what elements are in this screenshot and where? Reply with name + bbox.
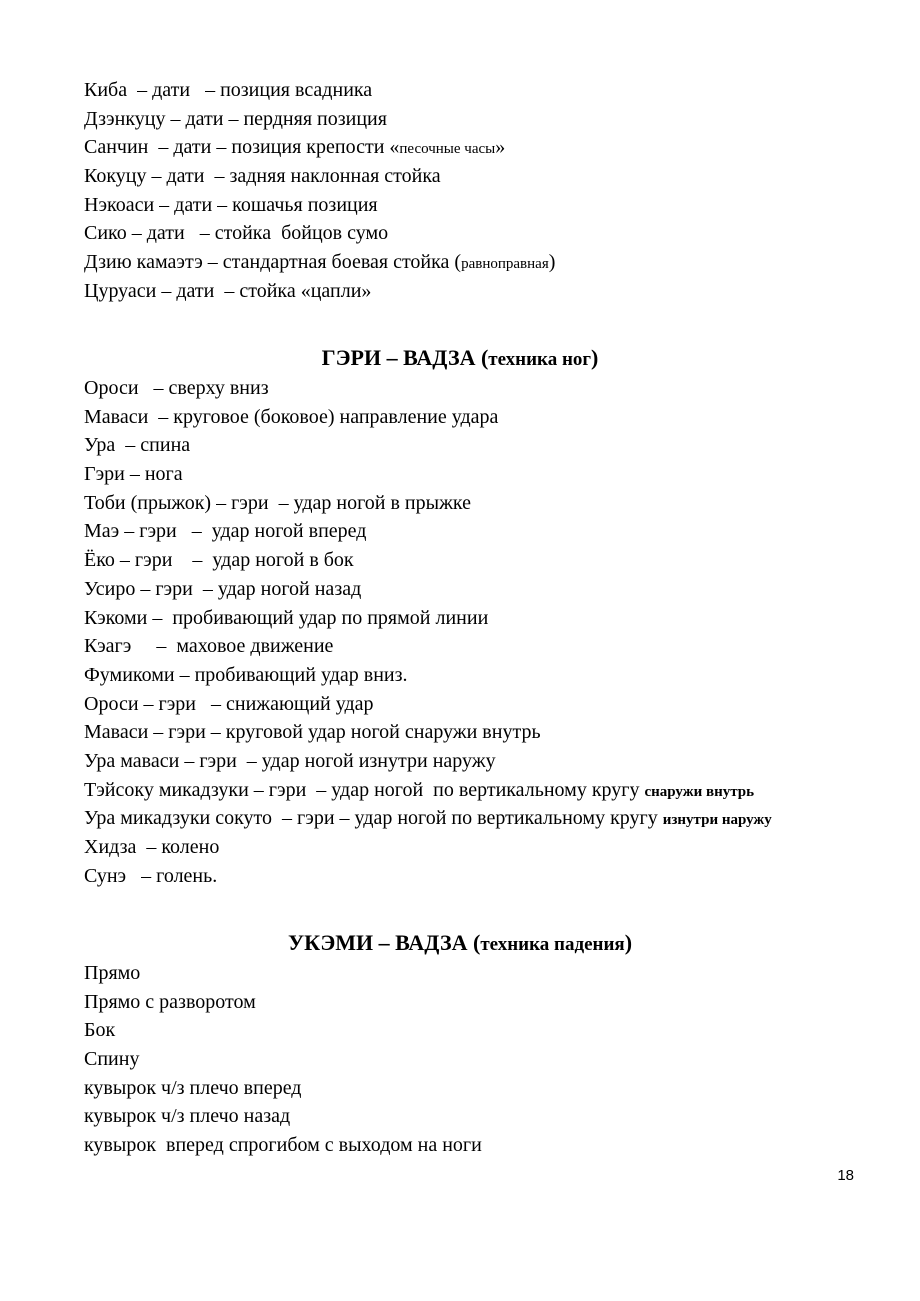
list-item: Сунэ – голень. bbox=[84, 864, 218, 887]
list-item: Ороси – гэри – снижающий удар bbox=[84, 692, 374, 715]
list-item: Маваси – гэри – круговой удар ногой снаружи внутрь bbox=[84, 721, 541, 744]
list-item: Прямо с разворотом bbox=[84, 990, 256, 1013]
list-item: Фумикоми – пробивающий удар вниз. bbox=[84, 663, 408, 686]
list-item: Гэри – нога bbox=[84, 463, 183, 486]
list-item: кувырок вперед спрогибом с выходом на ноги bbox=[84, 1134, 482, 1157]
list-item: Санчин – дати – позиция крепости «песочные часы» bbox=[84, 136, 506, 159]
list-item: Ёко – гэри – удар ногой в бок bbox=[84, 549, 354, 572]
list-item: Дзию камаэтэ – стандартная боевая стойка (равноправная) bbox=[84, 251, 556, 274]
list-item: кувырок ч/з плечо назад bbox=[84, 1105, 291, 1128]
ukemi-list bbox=[84, 959, 874, 1160]
list-item: Кэкоми – пробивающий удар по прямой линии bbox=[84, 606, 489, 629]
list-item: Цуруаси – дати – стойка «цапли» bbox=[84, 279, 372, 302]
list-item: Тоби (прыжок) – гэри – удар ногой в прыжке bbox=[84, 491, 471, 514]
list-item: Прямо bbox=[84, 962, 141, 984]
ukemi-heading: УКЭМИ – ВАДЗА (техника падения) bbox=[287, 930, 633, 955]
stances-list bbox=[84, 76, 874, 306]
page-number: 18 bbox=[837, 1167, 854, 1184]
list-item: Маваси – круговое (боковое) направление удара bbox=[84, 405, 499, 428]
list-item: Спину bbox=[84, 1048, 140, 1071]
list-item: Киба – дати – позиция всадника bbox=[84, 79, 373, 101]
list-item: Кокуцу – дати – задняя наклонная стойка bbox=[84, 165, 441, 188]
list-item: Ура микадзуки сокуто – гэри – удар ногой по вертикальному кругу изнутри наружу bbox=[84, 807, 772, 830]
list-item: Дзэнкуцу – дати – пердняя позиция bbox=[84, 107, 387, 130]
geri-heading: ГЭРИ – ВАДЗА (техника ног) bbox=[321, 345, 599, 370]
list-item: Нэкоаси – дати – кошачья позиция bbox=[84, 193, 378, 216]
list-item: Усиро – гэри – удар ногой назад bbox=[84, 577, 362, 600]
list-item: Маэ – гэри – удар ногой вперед bbox=[84, 520, 367, 543]
geri-list bbox=[84, 374, 874, 890]
list-item: Кэагэ – маховое движение bbox=[84, 635, 334, 658]
list-item: Ура маваси – гэри – удар ногой изнутри наружу bbox=[84, 749, 496, 772]
list-item: Тэйсоку микадзуки – гэри – удар ногой по вертикальному кругу снаружи внутрь bbox=[84, 778, 755, 801]
list-item: Сико – дати – стойка бойцов сумо bbox=[84, 222, 389, 245]
list-item: Бок bbox=[84, 1019, 116, 1042]
list-item: Хидза – колено bbox=[84, 836, 220, 858]
list-item: кувырок ч/з плечо вперед bbox=[84, 1076, 302, 1099]
list-item: Ороси – сверху вниз bbox=[84, 377, 269, 399]
list-item: Ура – спина bbox=[84, 434, 191, 457]
